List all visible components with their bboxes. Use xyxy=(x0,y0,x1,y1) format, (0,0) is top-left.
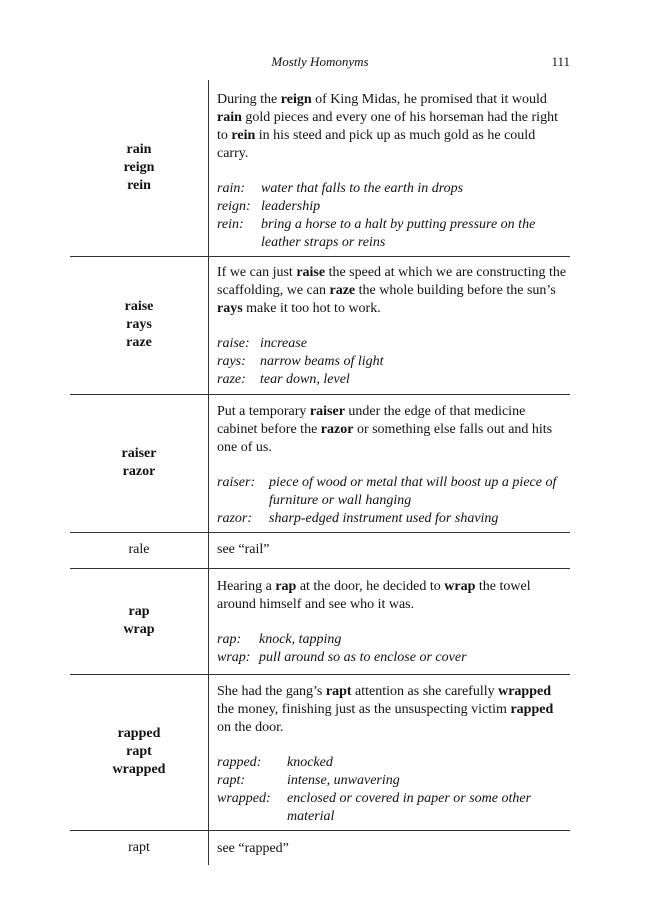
definition-meaning: tear down, level xyxy=(260,372,350,387)
definition-term: rein: xyxy=(217,217,244,232)
entry-word: rale xyxy=(128,542,150,557)
definition-list xyxy=(217,631,569,667)
entry-body xyxy=(217,840,569,858)
definition-term: rain: xyxy=(217,181,245,196)
definition xyxy=(217,180,569,198)
highlighted-word: rapt xyxy=(325,684,352,699)
definition-term: raise: xyxy=(217,336,250,351)
example-sentence: Put a temporary raiser under the edge of that medicine cabinet before the razor or something else falls out and hits one of us. xyxy=(217,404,553,455)
definition-meaning: intense, unwavering xyxy=(287,773,400,788)
definition xyxy=(217,335,569,353)
entry-body xyxy=(217,541,569,559)
entry-word: reign xyxy=(123,160,155,175)
definition-meaning: bring a horse to a halt by putting pressure on the leather straps or reins xyxy=(261,217,536,250)
highlighted-word: rap xyxy=(275,579,297,594)
definition xyxy=(217,631,569,649)
entry-word: rapt xyxy=(128,840,150,855)
definition-list xyxy=(217,754,569,826)
entry-body xyxy=(217,403,569,528)
entry-word: wrapped xyxy=(112,762,166,777)
entry-word: rain xyxy=(126,142,152,157)
definition-term: razor: xyxy=(217,511,253,526)
definition-term: raze: xyxy=(217,372,246,387)
entry-words xyxy=(70,830,208,866)
definition xyxy=(217,772,569,790)
example-sentence: If we can just raise the speed at which we are constructing the scaffolding, we can raze the whole building before the sun’s rays make it too hot to work. xyxy=(217,265,567,316)
entry-words xyxy=(70,568,208,674)
definition xyxy=(217,754,569,772)
definition-term: rapped: xyxy=(217,755,262,770)
example-sentence: She had the gang’s rapt attention as she carefully wrapped the money, finishing just as the unsuspecting victim rapped on the door. xyxy=(217,684,554,735)
entry-words xyxy=(70,532,208,568)
definition-list xyxy=(217,474,569,528)
running-title: Mostly Homonyms xyxy=(271,54,369,69)
column-divider xyxy=(208,80,209,865)
definition-meaning: enclosed or covered in paper or some other material xyxy=(287,791,532,824)
definition xyxy=(217,510,569,528)
highlighted-word: wrapped xyxy=(498,684,552,699)
highlighted-word: wrap xyxy=(444,579,476,594)
highlighted-word: razor xyxy=(320,422,354,437)
entry-word: raise xyxy=(124,299,154,314)
definition-term: rapt: xyxy=(217,773,245,788)
definition-meaning: increase xyxy=(260,336,307,351)
highlighted-word: reign xyxy=(280,92,312,107)
definition-term: reign: xyxy=(217,199,251,214)
page-header xyxy=(70,54,570,74)
definition-meaning: knock, tapping xyxy=(259,632,342,647)
definition-term: wrapped: xyxy=(217,791,271,806)
example-sentence: During the reign of King Midas, he promised that it would rain gold pieces and every one of his horseman had the right to rein in his steed and pick up as much gold as he could carry. xyxy=(217,92,558,161)
definition xyxy=(217,790,569,826)
entry-word: rays xyxy=(126,317,152,332)
example-sentence: Hearing a rap at the door, he decided to wrap the towel around himself and see who it was. xyxy=(217,579,531,612)
definition-term: rays: xyxy=(217,354,246,369)
definition-meaning: leadership xyxy=(261,199,321,214)
definition xyxy=(217,649,569,667)
entry-words xyxy=(70,256,208,394)
highlighted-word: rain xyxy=(217,110,242,125)
definition xyxy=(217,198,569,216)
entry-word: rap xyxy=(128,604,150,619)
entry-word: rapped xyxy=(117,726,161,741)
cross-reference: see “rapped” xyxy=(217,841,289,856)
entry-body xyxy=(217,578,569,667)
definition-term: raiser: xyxy=(217,475,256,490)
entry-words xyxy=(70,674,208,830)
entry-body xyxy=(217,683,569,826)
definition xyxy=(217,371,569,389)
entry-word: raze xyxy=(126,335,152,350)
entry-words xyxy=(70,80,208,256)
definition-term: wrap: xyxy=(217,650,251,665)
definition-list xyxy=(217,180,569,252)
entry-body xyxy=(217,91,569,252)
entry-word: wrap xyxy=(123,622,155,637)
definition xyxy=(217,216,569,252)
highlighted-word: raiser xyxy=(309,404,345,419)
highlighted-word: raze xyxy=(329,283,356,298)
definition-meaning: water that falls to the earth in drops xyxy=(261,181,464,196)
entry-word: rein xyxy=(127,178,151,193)
cross-reference: see “rail” xyxy=(217,542,270,557)
definition xyxy=(217,353,569,371)
entry-word: razor xyxy=(122,464,156,479)
entry-words xyxy=(70,394,208,532)
definition-meaning: piece of wood or metal that will boost up a piece of furniture or wall hanging xyxy=(269,475,557,508)
definition-list xyxy=(217,335,569,389)
definition-meaning: pull around so as to enclose or cover xyxy=(259,650,467,665)
page-number: 111 xyxy=(551,54,570,69)
highlighted-word: rein xyxy=(231,128,256,143)
definition xyxy=(217,474,569,510)
definition-term: rap: xyxy=(217,632,242,647)
entry-word: rapt xyxy=(126,744,152,759)
highlighted-word: raise xyxy=(296,265,326,280)
highlighted-word: rapped xyxy=(510,702,554,717)
definition-meaning: sharp-edged instrument used for shaving xyxy=(269,511,499,526)
definition-meaning: knocked xyxy=(287,755,333,770)
entry-body xyxy=(217,264,569,389)
definition-meaning: narrow beams of light xyxy=(260,354,384,369)
entry-word: raiser xyxy=(121,446,157,461)
highlighted-word: rays xyxy=(217,301,243,316)
